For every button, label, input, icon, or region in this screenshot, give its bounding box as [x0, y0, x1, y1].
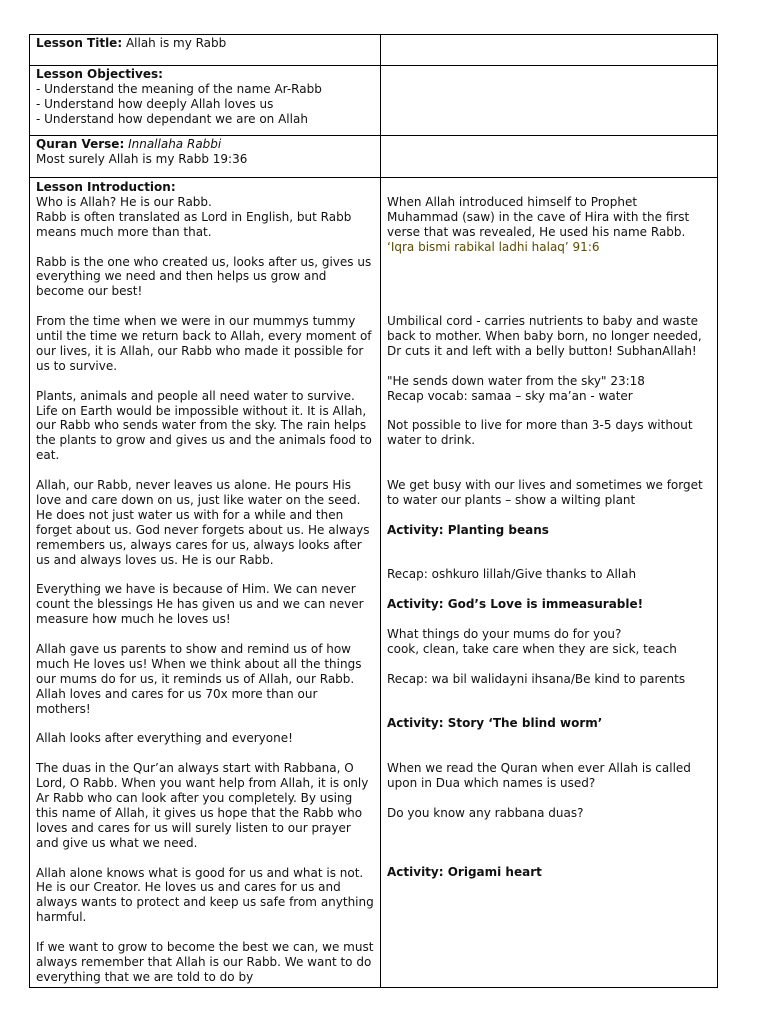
lesson-objectives-label: Lesson Objectives:	[36, 67, 163, 81]
intro-paragraph: Who is Allah? He is our Rabb.	[36, 194, 212, 209]
quran-verse-arabic: Innallaha Rabbi	[128, 137, 222, 151]
lesson-objectives-cell	[30, 66, 381, 136]
activity-planting-beans: Activity: Planting beans	[387, 522, 549, 537]
note-rabbana-question: Do you know any rabbana duas?	[387, 805, 584, 820]
note-dua-question: When we read the Quran when ever Allah is called upon in Dua which names is used?	[387, 761, 691, 790]
objective-item: - Understand the meaning of the name Ar-Rabb	[36, 81, 322, 96]
quran-verse-translation: Most surely Allah is my Rabb 19:36	[36, 151, 248, 166]
note-umbilical: Umbilical cord - carries nutrients to baby and waste back to mother. When baby born, no longer needed, Dr cuts it and left with a belly button! SubhanAllah!	[387, 314, 702, 358]
quran-verse-label: Quran Verse:	[36, 137, 125, 151]
quran-verse-cell	[30, 136, 381, 178]
objective-item: - Understand how deeply Allah loves us	[36, 96, 274, 111]
note-water-verse: "He sends down water from the sky" 23:18	[387, 373, 645, 388]
activity-origami-heart: Activity: Origami heart	[387, 865, 542, 880]
intro-paragraph: The duas in the Qur’an always start with Rabbana, O Lord, O Rabb. When you want help from Allah, it is only Ar Rabb who can look after you completely. By using this name of Allah, it gives us hope that the Rabb who loves and cares for us will surely listen to our prayer and give us what we need.	[36, 761, 369, 850]
objective-item: - Understand how dependant we are on Allah	[36, 111, 308, 126]
intro-paragraph: Allah, our Rabb, never leaves us alone. He pours His love and care down on us, just like water on the seed. He does not just water us with for a while and then forget about us. God never forgets about us. He always remembers us, always cares for us, always looks after us and always loves us. He is our Rabb.	[36, 478, 370, 567]
lesson-plan-table	[29, 34, 718, 988]
note-not-possible: Not possible to live for more than 3-5 days without water to drink.	[387, 418, 693, 448]
intro-paragraph: Rabb is the one who created us, looks after us, gives us everything we need and then helps us grow and become our best!	[36, 254, 372, 299]
lesson-introduction-row	[30, 178, 718, 988]
lesson-objectives-row	[30, 66, 718, 136]
quran-verse-notes-cell	[381, 136, 718, 178]
intro-paragraph: Allah alone knows what is good for us and what is not. He is our Creator. He loves us and cares for us and always wants to protect and keep us safe from anything harmful.	[36, 865, 374, 925]
lesson-introduction-notes-cell	[381, 178, 718, 988]
note-recap-thanks: Recap: oshkuro lillah/Give thanks to Allah	[387, 567, 637, 582]
intro-paragraph: Allah gave us parents to show and remind us of how much He loves us! When we think about all the things our mums do for us, it reminds us of Allah, our Rabb. Allah loves and cares for us 70x more than our mothers!	[36, 642, 362, 716]
lesson-title-value: Allah is my Rabb	[125, 36, 227, 50]
lesson-title-notes-cell	[381, 35, 718, 66]
lesson-introduction-label: Lesson Introduction:	[36, 180, 176, 194]
note-iqra-verse: ‘Iqra bismi rabikal ladhi halaq’ 91:6	[387, 239, 600, 254]
activity-gods-love: Activity: God’s Love is immeasurable!	[387, 597, 644, 612]
lesson-title-cell	[30, 35, 381, 66]
note-busy: We get busy with our lives and sometimes we forget to water our plants – show a wilting plant	[387, 477, 703, 507]
intro-paragraph: From the time when we were in our mummys tummy until the time we return back to Allah, every moment of our lives, it is Allah, our Rabb who made it possible for us to survive.	[36, 314, 372, 373]
lesson-objectives-notes-cell	[381, 66, 718, 136]
note-mums-answer: cook, clean, take care when they are sick, teach	[387, 641, 677, 656]
activity-blind-worm: Activity: Story ‘The blind worm’	[387, 716, 603, 731]
note-recap-parents: Recap: wa bil walidayni ihsana/Be kind to parents	[387, 671, 686, 686]
intro-paragraph: Plants, animals and people all need water to survive. Life on Earth would be impossible without it. It is Allah, our Rabb who sends water from the sky. The rain helps the plants to grow and gives us and the animals food to eat.	[36, 388, 372, 463]
note-mums-question: What things do your mums do for you?	[387, 626, 622, 641]
intro-paragraph: Rabb is often translated as Lord in English, but Rabb means much more than that.	[36, 209, 352, 239]
lesson-title-label: Lesson Title:	[36, 36, 123, 50]
intro-paragraph: Everything we have is because of Him. We can never count the blessings He has given us and we can never measure how much he loves us!	[36, 582, 364, 627]
note-hira: When Allah introduced himself to Prophet Muhammad (saw) in the cave of Hira with the first verse that was revealed, He used his name Rabb.	[387, 194, 690, 239]
note-recap-vocab: Recap vocab: samaa – sky ma’an - water	[387, 388, 633, 403]
lesson-introduction-cell	[30, 178, 381, 988]
quran-verse-row	[30, 136, 718, 178]
lesson-title-row	[30, 35, 718, 66]
intro-paragraph: Allah looks after everything and everyone!	[36, 731, 293, 746]
intro-paragraph: If we want to grow to become the best we can, we must always remember that Allah is our Rabb. We want to do everything that we are told to do by	[36, 940, 374, 984]
